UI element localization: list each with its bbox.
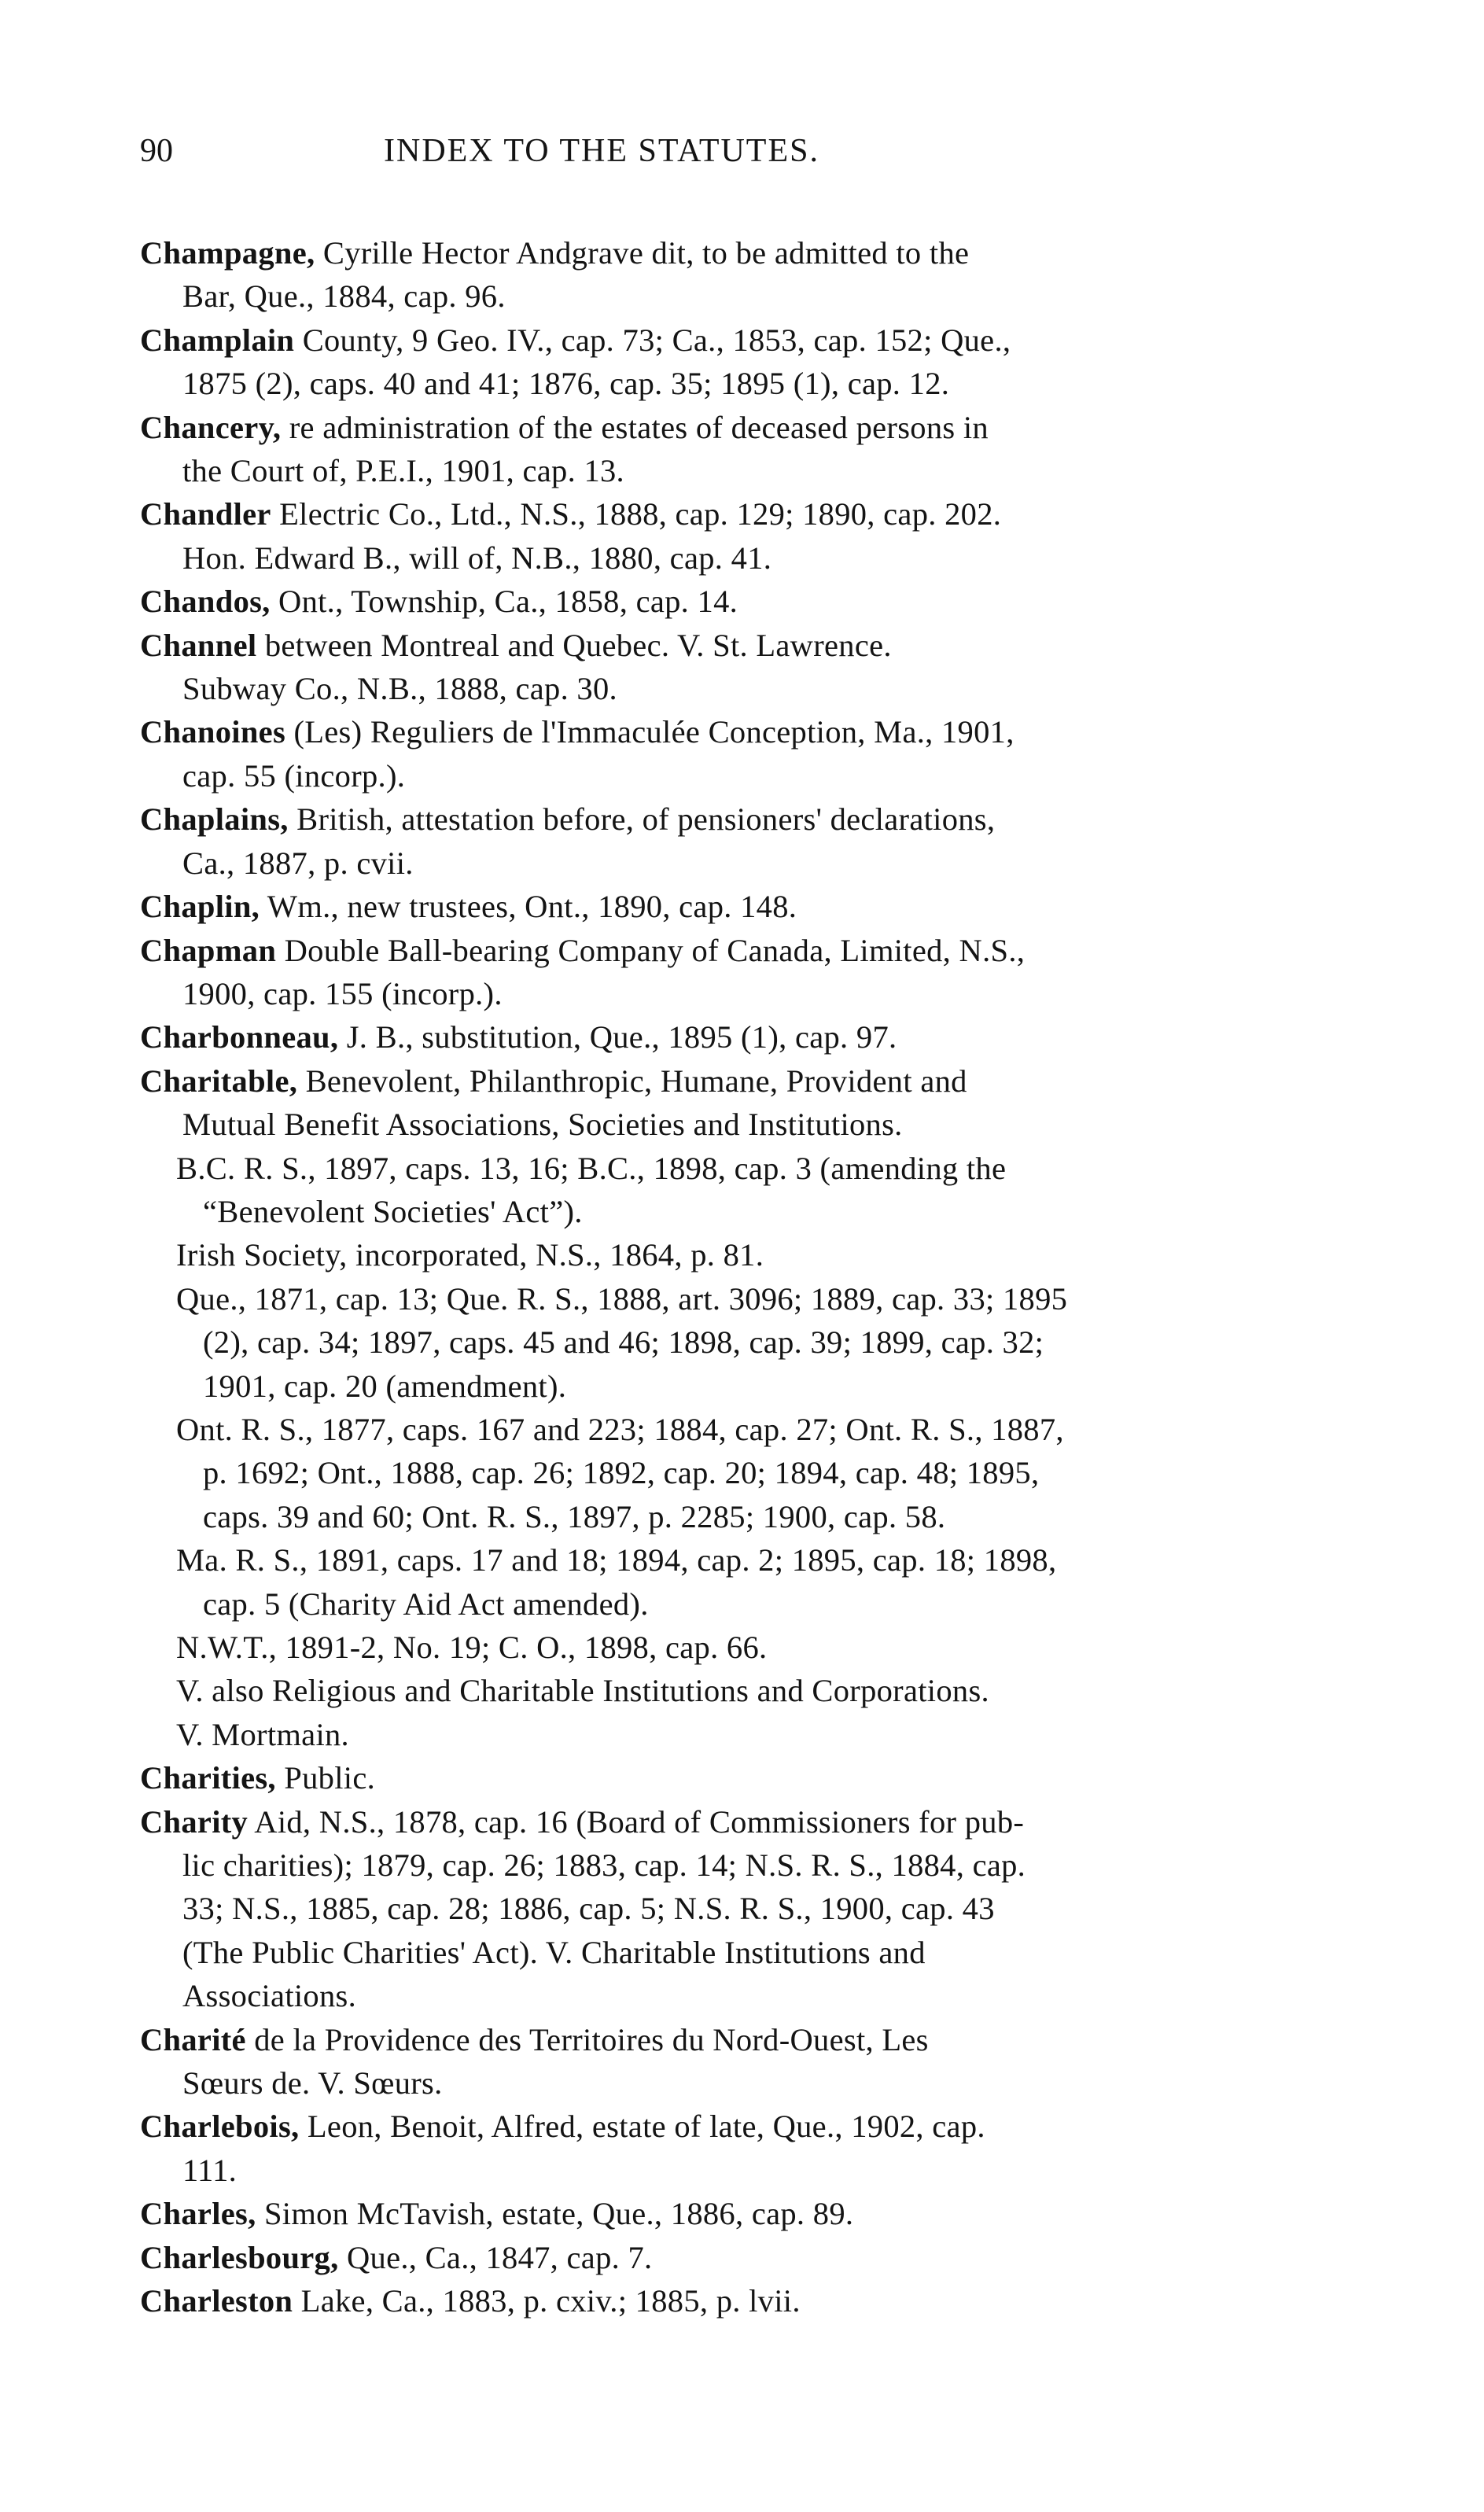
index-line	[140, 1190, 1329, 1233]
index-line	[140, 1582, 1329, 1626]
entry-text: the Court of, P.E.I., 1901, cap. 13.	[182, 453, 624, 489]
index-line	[140, 1451, 1329, 1494]
index-line	[140, 449, 1329, 492]
entry-heading: Charitable,	[140, 1063, 298, 1099]
entry-text: County, 9 Geo. IV., cap. 73; Ca., 1853, cap. 152; Que.,	[294, 322, 1011, 358]
entry-heading: Channel	[140, 627, 257, 663]
index-line	[140, 1800, 1329, 1843]
entry-text: cap. 55 (incorp.).	[182, 757, 406, 794]
entry-text: Lake, Ca., 1883, p. cxiv.; 1885, p. lvii.	[293, 2283, 801, 2319]
index-line	[140, 972, 1329, 1015]
index-line	[140, 536, 1329, 580]
index-line	[140, 2236, 1329, 2279]
index-line	[140, 1233, 1329, 1276]
entry-heading: Charbonneau,	[140, 1019, 339, 1055]
index-line	[140, 667, 1329, 710]
index-line	[140, 1931, 1329, 1974]
entry-text: Leon, Benoit, Alfred, estate of late, Que., 1902, cap.	[299, 2109, 985, 2145]
entry-text: Wm., new trustees, Ont., 1890, cap. 148.	[260, 889, 797, 925]
entry-text: de la Providence des Territoires du Nord-Ouest, Les	[245, 2021, 929, 2057]
entry-text: Mutual Benefit Associations, Societies and Institutions.	[182, 1107, 903, 1143]
entry-text: 1900, cap. 155 (incorp.).	[182, 975, 503, 1011]
index-line	[140, 1320, 1329, 1364]
entry-text: p. 1692; Ont., 1888, cap. 26; 1892, cap. 20; 1894, cap. 48; 1895,	[203, 1455, 1040, 1491]
index-line	[140, 1495, 1329, 1538]
entry-heading: Champagne,	[140, 235, 315, 271]
index-line	[140, 1843, 1329, 1887]
entry-text: Cyrille Hector Andgrave dit, to be admitted to the	[315, 235, 970, 271]
index-line	[140, 1147, 1329, 1190]
entry-text: V. also Religious and Charitable Institutions and Corporations.	[176, 1673, 989, 1709]
entry-heading: Charity	[140, 1803, 249, 1840]
index-line	[140, 231, 1329, 274]
index-line	[140, 406, 1329, 449]
index-line	[140, 362, 1329, 405]
index-line	[140, 754, 1329, 797]
entry-heading: Charlebois,	[140, 2109, 300, 2145]
index-line	[140, 1669, 1329, 1712]
running-title: INDEX TO THE STATUTES.	[384, 133, 819, 169]
page-header	[140, 132, 1329, 195]
entry-heading: Charlesbourg,	[140, 2239, 339, 2275]
entry-text: (The Public Charities' Act). V. Charitable Institutions and	[182, 1934, 926, 1970]
entry-text: (2), cap. 34; 1897, caps. 45 and 46; 1898, cap. 39; 1899, cap. 32;	[203, 1324, 1044, 1361]
index-line	[140, 580, 1329, 623]
entry-text: B.C. R. S., 1897, caps. 13, 16; B.C., 1898, cap. 3 (amending the	[176, 1150, 1007, 1186]
entry-text: (Les) Reguliers de l'Immaculée Conception, Ma., 1901,	[285, 714, 1014, 750]
entry-text: cap. 5 (Charity Aid Act amended).	[203, 1586, 649, 1622]
index-line	[140, 1015, 1329, 1059]
index-line	[140, 797, 1329, 841]
index-line	[140, 319, 1329, 362]
entry-text: Ont., Township, Ca., 1858, cap. 14.	[270, 584, 738, 620]
entry-heading: Chapman	[140, 932, 277, 968]
entry-text: Electric Co., Ltd., N.S., 1888, cap. 129; 1890, cap. 202.	[271, 496, 1002, 532]
entry-text: Sœurs de. V. Sœurs.	[182, 2065, 443, 2101]
entry-text: re administration of the estates of deceased persons in	[281, 409, 989, 445]
index-entries	[140, 231, 1329, 2323]
entry-text: Benevolent, Philanthropic, Humane, Provident and	[297, 1063, 967, 1099]
index-line	[140, 710, 1329, 753]
entry-text: Ma. R. S., 1891, caps. 17 and 18; 1894, cap. 2; 1895, cap. 18; 1898,	[176, 1542, 1057, 1578]
index-line	[140, 929, 1329, 972]
index-line	[140, 624, 1329, 667]
index-line	[140, 2061, 1329, 2105]
index-line	[140, 1538, 1329, 1582]
index-line	[140, 1626, 1329, 1669]
index-line	[140, 1277, 1329, 1320]
entry-text: “Benevolent Societies' Act”).	[203, 1193, 583, 1229]
entry-text: Subway Co., N.B., 1888, cap. 30.	[182, 671, 617, 707]
index-line	[140, 842, 1329, 885]
entry-text: Irish Society, incorporated, N.S., 1864, p. 81.	[176, 1237, 764, 1273]
entry-text: V. Mortmain.	[176, 1716, 349, 1752]
entry-text: Hon. Edward B., will of, N.B., 1880, cap. 41.	[182, 540, 772, 576]
entry-text: Ca., 1887, p. cvii.	[182, 845, 414, 881]
entry-text: 111.	[182, 2152, 238, 2188]
entry-heading: Chaplin,	[140, 889, 260, 925]
entry-text: Ont. R. S., 1877, caps. 167 and 223; 1884, cap. 27; Ont. R. S., 1887,	[176, 1411, 1064, 1447]
index-line	[140, 492, 1329, 536]
entry-heading: Champlain	[140, 322, 295, 358]
entry-text: Bar, Que., 1884, cap. 96.	[182, 278, 506, 315]
entry-text: lic charities); 1879, cap. 26; 1883, cap. 14; N.S. R. S., 1884, cap.	[182, 1847, 1026, 1884]
entry-text: between Montreal and Quebec. V. St. Lawrence.	[256, 627, 892, 663]
entry-text: Public.	[275, 1760, 376, 1796]
entry-text: caps. 39 and 60; Ont. R. S., 1897, p. 2285; 1900, cap. 58.	[203, 1498, 946, 1534]
entry-text: Simon McTavish, estate, Que., 1886, cap. 89.	[256, 2196, 854, 2232]
entry-text: 1875 (2), caps. 40 and 41; 1876, cap. 35; 1895 (1), cap. 12.	[182, 366, 950, 402]
entry-heading: Chancery,	[140, 409, 282, 445]
index-line	[140, 1756, 1329, 1799]
index-line	[140, 1887, 1329, 1930]
entry-heading: Chandler	[140, 496, 271, 532]
entry-text: Que., 1871, cap. 13; Que. R. S., 1888, art. 3096; 1889, cap. 33; 1895	[176, 1280, 1068, 1317]
entry-text: Associations.	[182, 1978, 357, 2014]
index-line	[140, 2192, 1329, 2235]
index-line	[140, 1713, 1329, 1756]
index-line	[140, 274, 1329, 318]
index-line	[140, 1103, 1329, 1146]
entry-text: N.W.T., 1891-2, No. 19; C. O., 1898, cap. 66.	[176, 1630, 768, 1665]
entry-heading: Charleston	[140, 2283, 293, 2319]
entry-text: 33; N.S., 1885, cap. 28; 1886, cap. 5; N.S. R. S., 1900, cap. 43	[182, 1891, 995, 1927]
entry-text: Double Ball-bearing Company of Canada, Limited, N.S.,	[276, 932, 1026, 968]
entry-text: Que., Ca., 1847, cap. 7.	[338, 2239, 653, 2275]
entry-heading: Chandos,	[140, 584, 271, 620]
entry-heading: Charles,	[140, 2196, 256, 2232]
index-line	[140, 1059, 1329, 1103]
page-number: 90	[140, 133, 173, 169]
entry-heading: Chanoines	[140, 714, 286, 750]
entry-text: J. B., substitution, Que., 1895 (1), cap. 97.	[338, 1019, 897, 1055]
index-line	[140, 2105, 1329, 2148]
index-page	[140, 132, 1329, 2323]
entry-text: Aid, N.S., 1878, cap. 16 (Board of Commissioners for pub-	[248, 1803, 1025, 1840]
index-line	[140, 2279, 1329, 2322]
entry-heading: Charities,	[140, 1760, 276, 1796]
entry-text: British, attestation before, of pensioners' declarations,	[288, 801, 996, 838]
index-line	[140, 1974, 1329, 2017]
entry-heading: Chaplains,	[140, 801, 289, 838]
entry-heading: Charité	[140, 2021, 246, 2057]
index-line	[140, 885, 1329, 928]
index-line	[140, 1408, 1329, 1451]
index-line	[140, 2018, 1329, 2061]
index-line	[140, 2149, 1329, 2192]
index-line	[140, 1365, 1329, 1408]
entry-text: 1901, cap. 20 (amendment).	[203, 1368, 567, 1404]
